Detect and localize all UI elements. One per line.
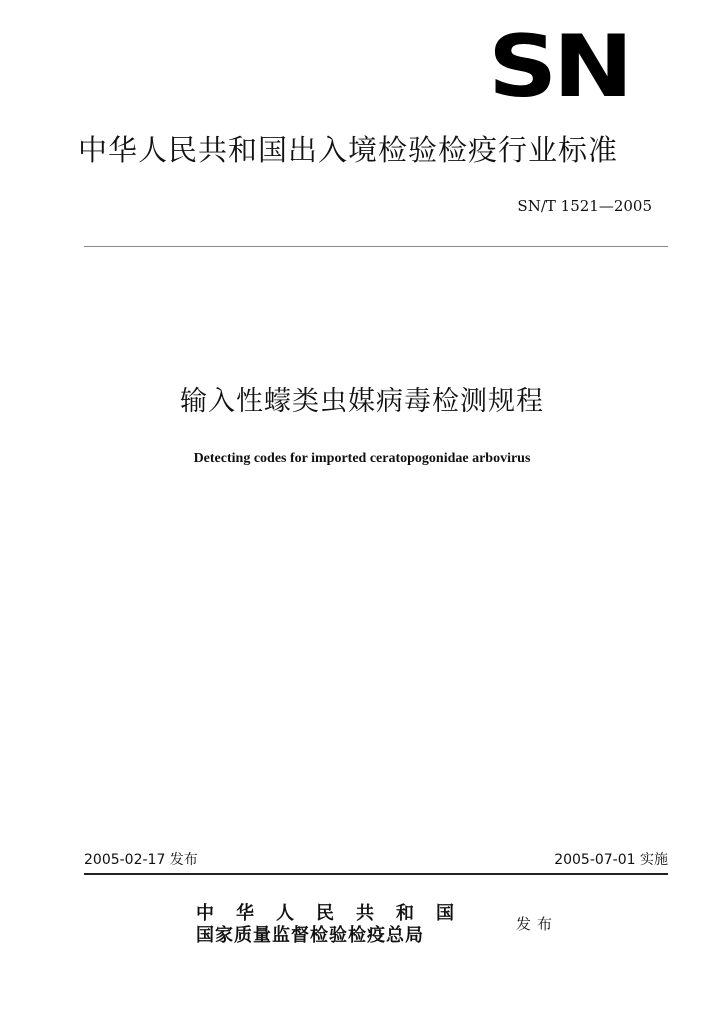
- publish-label: 发布: [516, 915, 559, 933]
- document-title-chinese: 输入性蠓类虫媒病毒检测规程: [180, 386, 544, 417]
- issuer-agency: 国家质量监督检验检疫总局: [196, 925, 424, 946]
- top-divider: [84, 246, 668, 247]
- effective-date: 2005-07-01 实施: [554, 852, 668, 868]
- standard-category: 中华人民共和国出入境检验检疫行业标准: [78, 133, 619, 167]
- bottom-divider: [84, 873, 668, 875]
- sn-logo: SN: [488, 17, 630, 117]
- document-title-english: Detecting codes for imported ceratopogonidae arbovirus: [193, 451, 531, 466]
- issue-date: 2005-02-17 发布: [84, 852, 198, 868]
- issuer-block: [196, 903, 476, 947]
- standard-code: SN/T 1521—2005: [517, 197, 652, 215]
- issuer-country: 中华人民共和国: [196, 903, 476, 924]
